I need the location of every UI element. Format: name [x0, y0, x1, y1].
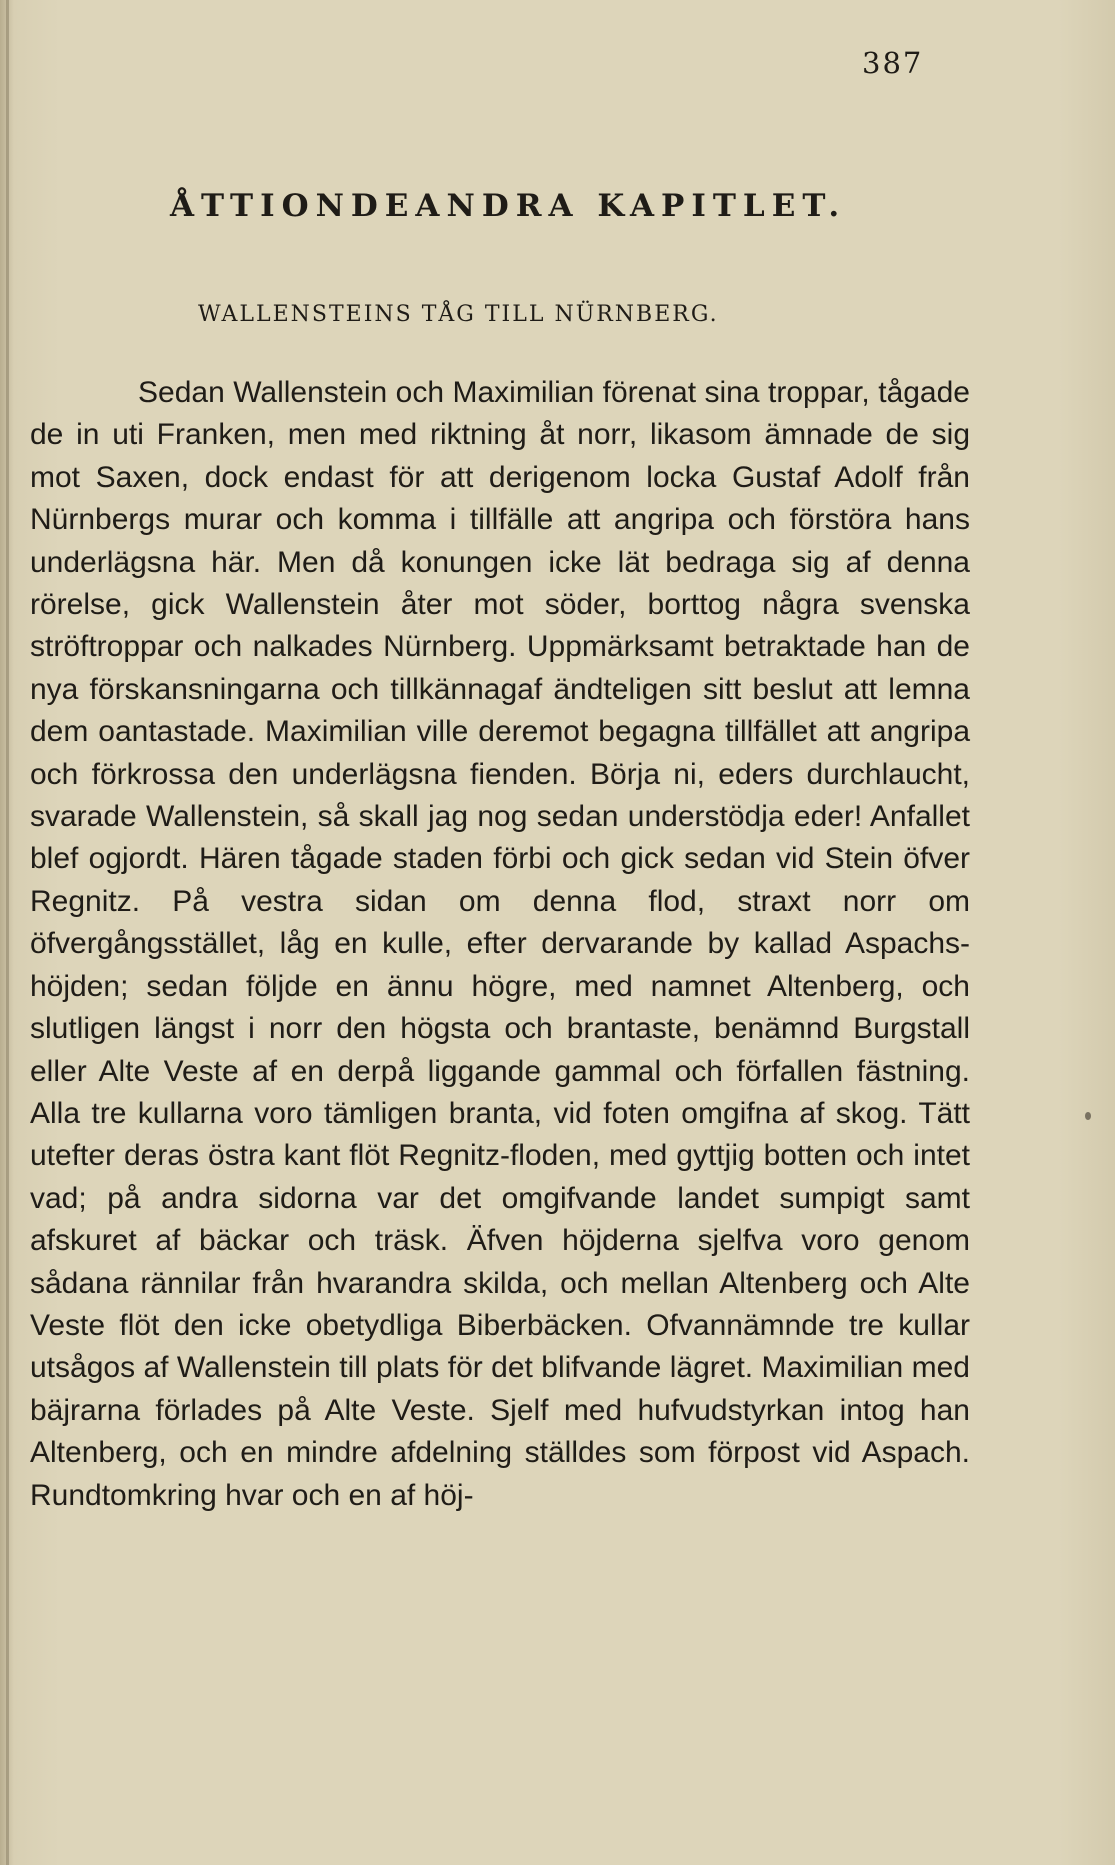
paragraph: Sedan Wallenstein och Maximilian förenat sina troppar, tågade de in uti Franken, men med riktning åt norr, likasom ämnade de sig mot Saxen, dock endast för att derigenom locka Gustaf Adolf från Nürnbergs murar och komma i tillfälle att angripa och förstöra hans underlägsna här. Men då konungen icke lät bedraga sig af denna rörelse, gick Wallenstein åter mot söder, borttog några svenska ströftroppar och nalkades Nürnberg. Uppmärksamt betraktade han de nya förskansningarna och tillkännagaf ändteligen sitt beslut att lemna dem oantastade. Maximilian ville deremot begagna tillfället att angripa och förkrossa den underlägsna fienden. Börja ni, eders durchlaucht, svarade Wallenstein, så skall jag nog sedan understödja eder! Anfallet blef ogjordt. Hären tågade staden förbi och gick sedan vid Stein öfver Regnitz. På vestra sidan om denna flod, straxt norr om öfvergångsstället, låg en kulle, efter dervarande by kallad Aspachs-höjden; sedan följde en ännu högre, med namnet Altenberg, och slutligen längst i norr den högsta och brantaste, benämnd Burgstall eller Alte Veste af en derpå liggande gammal och förfallen fästning. Alla tre kullarna voro tämligen branta, vid foten omgifna af skog. Tätt utefter deras östra kant flöt Regnitz-floden, med gyttjig botten och intet vad; på andra sidorna var det omgifvande landet sumpigt samt afskuret af bäckar och träsk. Äfven höjderna sjelfva voro genom sådana rännilar från hvarandra skilda, och mellan Altenberg och Alte Veste flöt den icke obetydliga Biberbäcken. Ofvannämnde tre kullar utsågos af Wallenstein till plats för det blifvande lägret. Maximilian med bäjrarna förlades på Alte Veste. Sjelf med hufvudstyrkan intog han Altenberg, och en mindre afdelning ställdes som förpost vid Aspach. Rundtomkring hvar och en af höj- — [30, 376, 970, 1512]
ink-speck — [1085, 1112, 1091, 1120]
body-text — [30, 372, 970, 1517]
chapter-subtitle: WALLENSTEINS TÅG TILL NÜRNBERG. — [198, 302, 719, 327]
page-number: 387 — [862, 46, 924, 80]
chapter-title: ÅTTIONDEANDRA KAPITLET. — [170, 188, 847, 224]
